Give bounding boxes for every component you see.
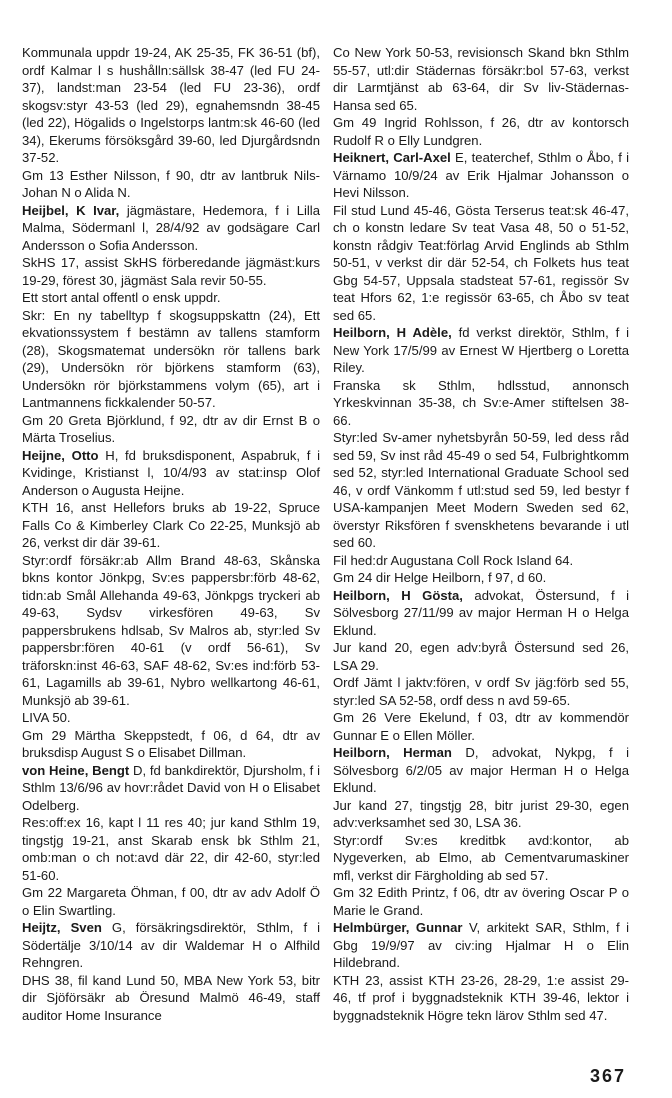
entry-text: advokat, Östersund, f i Sölvesborg 27/11/99 av major Herman H o Helga Eklund. [333, 587, 630, 638]
paragraph: Fil stud Lund 45-46, Gösta Terserus teat:sk 46-47, ch o konstn ledare Sv teat Vasa 48, 50 o 51-52, konstn rådgiv Teat:förlag Arvid Englinds ab Sthlm 50-51, v verkst dir där 52-54, ch Folkets hus teat Gbg 54-57, Uppsala stadsteat 57-61, regissör Sv teat Hfors 62, 1:e regissör 63-65, ch Åbo sv teat sed 65. [333, 202, 629, 323]
paragraph: KTH 16, anst Hellefors bruks ab 19-22, Spruce Falls Co & Kimberley Clark Co 22-25, Munksjö ab 26, verkst dir där 39-61. [22, 500, 320, 550]
paragraph: Ett stort antal offentl o ensk uppdr. [22, 290, 221, 305]
entry [333, 587, 629, 640]
entry [22, 447, 320, 500]
paragraph: Gm 32 Edith Printz, f 06, dtr av övering Oscar P o Marie le Grand. [333, 885, 629, 918]
paragraph: Gm 13 Esther Nilsson, f 90, dtr av lantbruk Nils-Johan N o Alida N. [22, 167, 320, 200]
paragraph: Kommunala uppdr 19-24, AK 25-35, FK 36-51 (bf), ordf Kalmar l s hushålln:sällsk 38-47 (led FU 24-37), landst:man 23-54 (led FU 23-36), ordf skogsv:styr 43-53 (led 29), egnahemsndn 38-45 (led 22), Högalids o Ingelstorps lantm:sk 46-60 (led 34), Ekerums försöksgård 39-60, led Djurgårdsndn 37-52. [22, 45, 320, 165]
entry [333, 744, 629, 797]
paragraph: Styr:ordf Sv:es kreditbk avd:kontor, ab Nygeverken, ab Elmo, ab Cementvarumaskiner mfl, verkst dir Färgholding ab sed 57. [333, 832, 629, 883]
entry-name: Heilborn, H Gösta, [333, 587, 463, 603]
entry-name: von Heine, Bengt [22, 762, 130, 778]
entry-text: fd verkst direktör, Sthlm, f i New York 17/5/99 av Ernest W Hjertberg o Loretta Riley. [333, 325, 629, 375]
paragraph: KTH 23, assist KTH 23-26, 28-29, 1:e assist 29-46, tf prof i byggnadsteknik KTH 39-46, lektor i byggnadsteknik Högre tekn lärov Sthlm sed 47. [333, 972, 629, 1023]
entry-text: jägmästare, Hedemora, f i Lilla Malma, Södermanl l, 28/4/92 av godsägare Carl Andersson o Sofia Andersson. [22, 202, 320, 253]
paragraph: Franska sk Sthlm, hdlsstud, annonsch Yrkeskvinnan 35-38, ch Sv:e-Amer stiftelsen 38-66. [333, 377, 629, 428]
paragraph: LIVA 50. [22, 710, 71, 725]
entry-name: Heilborn, Herman [333, 745, 452, 760]
paragraph: Ordf Jämt l jaktv:fören, v ordf Sv jäg:förb sed 55, styr:led SA 52-58, ordf dess n avd 59-65. [333, 675, 629, 708]
paragraph: Gm 26 Vere Ekelund, f 03, dtr av kommendör Gunnar E o Ellen Möller. [333, 710, 629, 743]
paragraph: Skr: En ny tabelltyp f skogsuppskattn (24), Ett ekvationssystem f bestämn av tallens stamform (28), Skogsmatemat undersökn rör tallens bark (29), Undersökn rör björkens stamform (63), Undersökn rör björkstammens volym (65), art i Lantmannens fickkalender 50-57. [22, 307, 320, 410]
right-column [333, 44, 629, 1024]
paragraph: Gm 20 Greta Björklund, f 92, dtr av dir Ernst B o Märta Troselius. [22, 412, 320, 445]
paragraph: Gm 22 Margareta Öhman, f 00, dtr av adv Adolf Ö o Elin Swartling. [22, 885, 320, 918]
entry-text: H, fd bruksdisponent, Aspabruk, f i Kvidinge, Kristianst l, 10/4/93 av stat:insp Olof Anderson o Augusta Heijne. [22, 447, 320, 498]
paragraph: Gm 24 dir Helge Heilborn, f 97, d 60. [333, 570, 547, 585]
paragraph: Styr:led Sv-amer nyhetsbyrån 50-59, led dess råd sed 59, Sv inst råd 45-49 o sed 54, Fulbrightkomm sed 52, styr:led International Graduate School sed 46, v ordf Vänkomm f utl:stud sed 59, led bestyr f USA-kampanjen Meet Modern Sweden sed 62, överstyr Riksfören f svenskhetens bevarande i utl sed 60. [333, 430, 629, 550]
entry [22, 919, 320, 972]
paragraph: SkHS 17, assist SkHS förberedande jägmäst:kurs 19-29, förest 30, jägmäst Sala revir 50-55. [22, 255, 320, 288]
entry-name: Heiknert, Carl-Axel [333, 150, 451, 165]
entry-text: D, advokat, Nykpg, f i Sölvesborg 6/2/05 av major Herman H o Helga Eklund. [333, 745, 629, 795]
entry [333, 324, 629, 377]
left-column [22, 44, 320, 1024]
entry [22, 762, 320, 815]
paragraph: Gm 49 Ingrid Rohlsson, f 26, dtr av kontorsch Rudolf R o Elly Lundgren. [333, 115, 629, 148]
entry-name: Heijtz, Sven [22, 920, 102, 935]
entry-text: V, arkitekt SAR, Sthlm, f i Gbg 19/9/97 av civ:ing Hjalmar H o Elin Hildebrand. [333, 920, 629, 970]
entry-name: Helmbürger, Gunnar [333, 920, 463, 935]
paragraph: Styr:ordf försäkr:ab Allm Brand 48-63, Skånska bkns kontor Jönkpg, Sv:es pappersbr:förb 48-62, tidn:ab Smål Allehanda 49-63, Jönkpgs tryckeri ab 49-63, Sydsv virkesfören 49-63, Sv pappersbrukens hdlsab, Sv Malros ab, styr:led Sv pappersbr:fören 40-61 (v ordf 56-61), Sv träforskn:inst 46-63, SAF 48-62, Sv:es ind:förb 53-61, Lagamills ab 39-61, Nybro wellkartong 46-61, Munksjö ab 39-61. [22, 552, 320, 708]
paragraph: Jur kand 20, egen adv:byrå Östersund sed 26, LSA 29. [333, 640, 629, 673]
entry-text: G, försäkringsdirektör, Sthlm, f i Södertälje 3/10/14 av dir Waldemar H o Alfhild Rehngren. [22, 920, 321, 970]
paragraph: Co New York 50-53, revisionsch Skand bkn Sthlm 55-57, utl:dir Städernas försäkr:bol 57-63, verkst dir Larmtjänst ab 63-64, dir Sv liv-Städernas-Hansa sed 65. [333, 45, 629, 113]
entry-text: D, fd bankdirektör, Djursholm, f i Sthlm 13/6/96 av hovr:rådet David von H o Elisabet Odelberg. [22, 762, 320, 813]
paragraph: DHS 38, fil kand Lund 50, MBA New York 53, bitr dir Sjöförsäkr ab Öresund Malmö 46-49, staff auditor Home Insurance [22, 972, 320, 1023]
page-number: 367 [589, 1066, 626, 1086]
paragraph: Fil hed:dr Augustana Coll Rock Island 64. [333, 552, 574, 568]
entry-text: E, teaterchef, Sthlm o Åbo, f i Värnamo 10/9/24 av Erik Hjalmar Johansson o Hevi Nilsson. [333, 150, 629, 200]
paragraph: Res:off:ex 16, kapt l 11 res 40; jur kand Sthlm 19, tingstjg 19-21, anst Skarab ensk bk Sthlm 21, omb:man o ch not:avd där 22, dir 42-60, styr:led 51-60. [22, 815, 320, 883]
entry-name: Heijne, Otto [22, 447, 99, 463]
entry [333, 149, 629, 202]
paragraph: Jur kand 27, tingstjg 28, bitr jurist 29-30, egen adv:verksamhet sed 30, LSA 36. [333, 797, 629, 830]
entry-name: Heijbel, K Ivar, [22, 202, 120, 218]
entry [333, 919, 629, 972]
entry [22, 202, 320, 255]
entry-name: Heilborn, H Adèle, [333, 325, 452, 340]
paragraph: Gm 29 Märtha Skeppstedt, f 06, d 64, dtr av bruksdisp August S o Elisabet Dillman. [22, 727, 320, 760]
